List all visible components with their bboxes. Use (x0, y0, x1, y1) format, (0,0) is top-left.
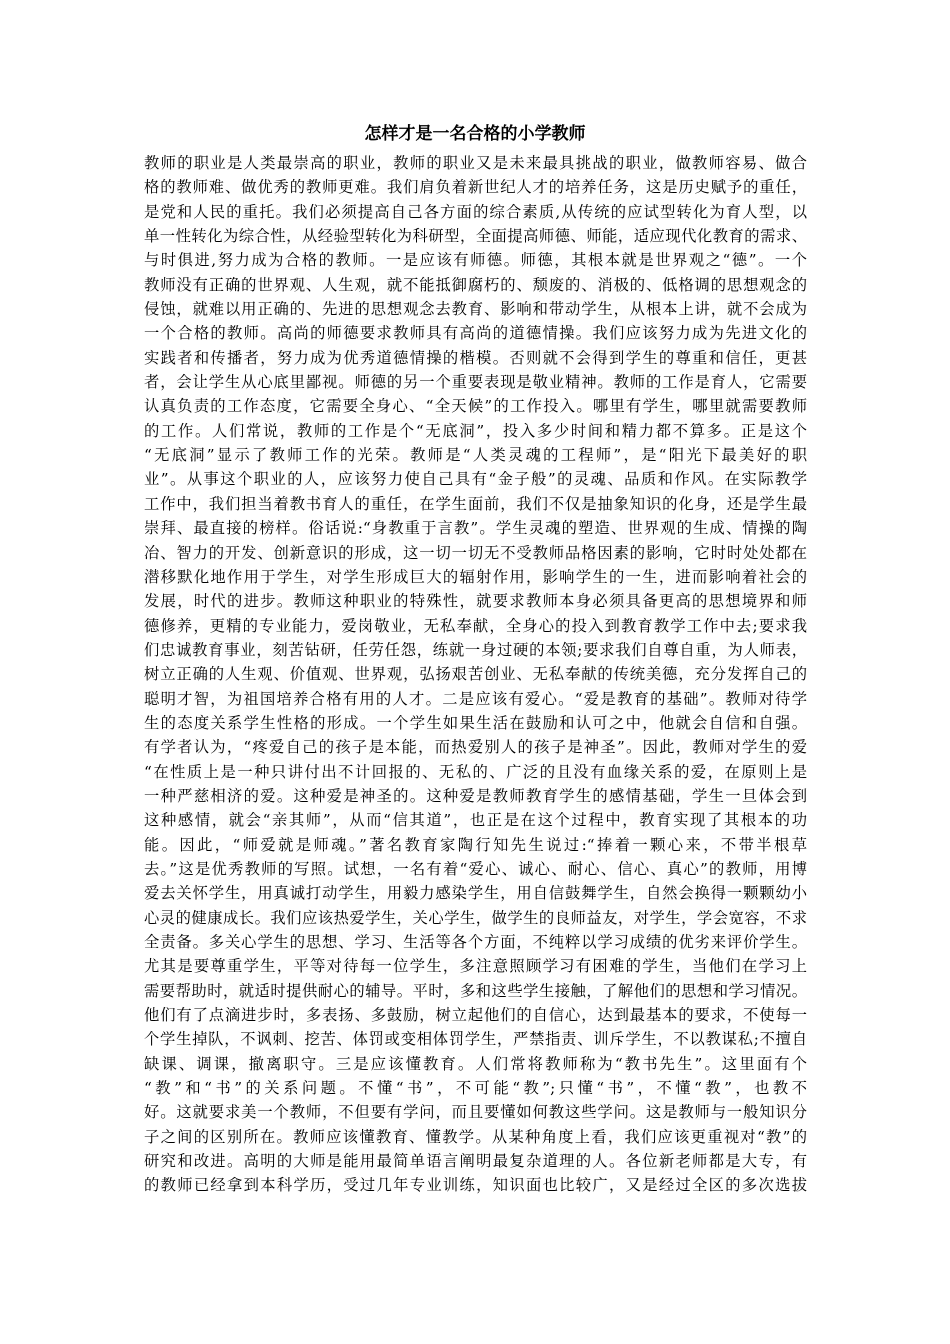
body-text-line: 树立正确的人生观、价值观、世界观，弘扬艰苦创业、无私奉献的传统美德，充分发挥自己的 (144, 665, 807, 684)
body-text-line: 尤其是要尊重学生，平等对待每一位学生，多注意照顾学习有困难的学生，当他们在学习上 (144, 957, 807, 976)
body-text-line: 发展，时代的进步。教师这种职业的特殊性，就要求教师本身必须具备更高的思想境界和师 (144, 592, 807, 611)
body-text-line: 与时俱进,努力成为合格的教师。一是应该有师德。师德，其根本就是世界观之“德”。一个 (144, 251, 807, 270)
body-text-line: “在性质上是一种只讲付出不计回报的、无私的、广泛的且没有血缘关系的爱，在原则上是 (144, 762, 807, 781)
body-text-line: 业”。从事这个职业的人，应该努力使自己具有“金子般”的灵魂、品质和作风。在实际教学 (144, 470, 807, 489)
body-text-line: 能。因此，“师爱就是师魂。”著名教育家陶行知先生说过:“捧着一颗心来，不带半根草 (144, 835, 807, 854)
body-text-line: 工作中，我们担当着教书育人的重任，在学生面前，我们不仅是抽象知识的化身，还是学生最 (144, 494, 807, 513)
body-text-line: 单一性转化为综合性，从经验型转化为科研型，全面提高师德、师能，适应现代化教育的需求、 (144, 227, 807, 246)
body-text-line: 一个合格的教师。高尚的师德要求教师具有高尚的道德情操。我们应该努力成为先进文化的 (144, 324, 807, 343)
body-text-line: 格的教师难、做优秀的教师更难。我们肩负着新世纪人才的培养任务，这是历史赋予的重任， (144, 178, 807, 197)
document-body (144, 151, 807, 1198)
body-text-line: 生的态度关系学生性格的形成。一个学生如果生活在鼓励和认可之中，他就会自信和自强。 (144, 713, 807, 732)
body-text-line: 认真负责的工作态度，它需要全身心、“全天候”的工作投入。哪里有学生，哪里就需要教师 (144, 397, 807, 416)
body-text-line: “无底洞”显示了教师工作的光荣。教师是“人类灵魂的工程师”，是“阳光下最美好的职 (144, 446, 807, 465)
body-text-line: 聪明才智，为祖国培养合格有用的人才。二是应该有爱心。“爱是教育的基础”。教师对待学 (144, 689, 807, 708)
body-text-line: 的工作。人们常说，教师的工作是个“无底洞”，投入多少时间和精力都不算多。正是这个 (144, 421, 807, 440)
body-text-line: 全责备。多关心学生的思想、学习、生活等各个方面，不纯粹以学习成绩的优劣来评价学生。 (144, 933, 807, 951)
body-text-line: 是党和人民的重托。我们必须提高自己各方面的综合素质,从传统的应试型转化为育人型，以 (144, 202, 807, 221)
body-text-line: 子之间的区别所在。教师应该懂教育、懂教学。从某种角度上看，我们应该更重视对“教”的 (144, 1127, 807, 1146)
body-text-line: 崇拜、最直接的榜样。俗话说:“身教重于言教”。学生灵魂的塑造、世界观的生成、情操的陶 (144, 519, 807, 538)
body-text-line: 者，会让学生从心底里鄙视。师德的另一个重要表现是敬业精神。教师的工作是育人，它需要 (144, 373, 807, 392)
body-text-line: 心灵的健康成长。我们应该热爱学生，关心学生，做学生的良师益友，对学生，学会宽容，不求 (144, 908, 807, 927)
body-text-line: 缺课、调课，撤离职守。三是应该懂教育。人们常将教师称为“教书先生”。这里面有个 (144, 1054, 807, 1073)
body-text-line: 德修养，更精的专业能力，爱岗敬业，无私奉献，全身心的投入到教育教学工作中去;要求我 (144, 616, 807, 635)
body-text-line: 实践者和传播者，努力成为优秀道德情操的楷模。否则就不会得到学生的尊重和信任，更甚 (144, 348, 807, 367)
body-text-line: 有学者认为，“疼爱自己的孩子是本能，而热爱别人的孩子是神圣”。因此，教师对学生的爱 (144, 738, 807, 757)
body-text-line: 的教师已经拿到本科学历，受过几年专业训练，知识面也比较广，又是经过全区的多次选拔 (144, 1176, 807, 1195)
body-text-line: 这种感情，就会“亲其师”，从而“信其道”，也正是在这个过程中，教育实现了其根本的功 (144, 811, 807, 830)
body-text-line: “教”和“书”的关系问题。不懂“书”，不可能“教”;只懂“书”，不懂“教”，也教不 (144, 1079, 807, 1098)
body-text-line: 教师的职业是人类最崇高的职业，教师的职业又是未来最具挑战的职业，做教师容易、做合 (144, 154, 807, 172)
body-text-line: 研究和改进。高明的大师是能用最简单语言阐明最复杂道理的人。各位新老师都是大专，有 (144, 1152, 807, 1171)
body-text-line: 冶、智力的开发、创新意识的形成，这一切一切无不受教师品格因素的影响，它时时处处都在 (144, 543, 807, 562)
body-text-line: 需要帮助时，就适时提供耐心的辅导。平时，多和这些学生接触，了解他们的思想和学习情况。 (144, 981, 807, 1000)
body-text-line: 他们有了点滴进步时，多表扬、多鼓励，树立起他们的自信心，达到最基本的要求，不使每一 (144, 1006, 807, 1025)
document-title: 怎样才是一名合格的小学教师 (364, 124, 586, 144)
body-text-line: 一种严慈相济的爱。这种爱是神圣的。这种爱是教师教育学生的感情基础，学生一旦体会到 (144, 786, 807, 805)
body-text-line: 们忠诚教育事业，刻苦钻研，任劳任怨，练就一身过硬的本领;要求我们自尊自重，为人师表， (144, 640, 807, 659)
body-text-line: 爱去关怀学生，用真诚打动学生，用毅力感染学生，用自信鼓舞学生，自然会换得一颗颗幼小 (144, 884, 807, 903)
body-text-line: 去。”这是优秀教师的写照。试想，一名有着“爱心、诚心、耐心、信心、真心”的教师，用博 (144, 859, 807, 878)
body-text-line: 个学生掉队，不讽刺、挖苦、体罚或变相体罚学生，严禁指责、训斥学生，不以教谋私;不擅自 (144, 1030, 807, 1049)
body-text-line: 潜移默化地作用于学生，对学生形成巨大的辐射作用，影响学生的一生，进而影响着社会的 (144, 567, 807, 586)
body-text-line: 侵蚀，就难以用正确的、先进的思想观念去教育、影响和带动学生，从根本上讲，就不会成为 (144, 300, 807, 319)
body-text-line: 教师没有正确的世界观、人生观，就不能抵御腐朽的、颓废的、消极的、低格调的思想观念的 (144, 275, 807, 294)
body-text-line: 好。这就要求美一个教师，不但要有学问，而且要懂如何教这些学问。这是教师与一般知识分 (144, 1103, 807, 1122)
